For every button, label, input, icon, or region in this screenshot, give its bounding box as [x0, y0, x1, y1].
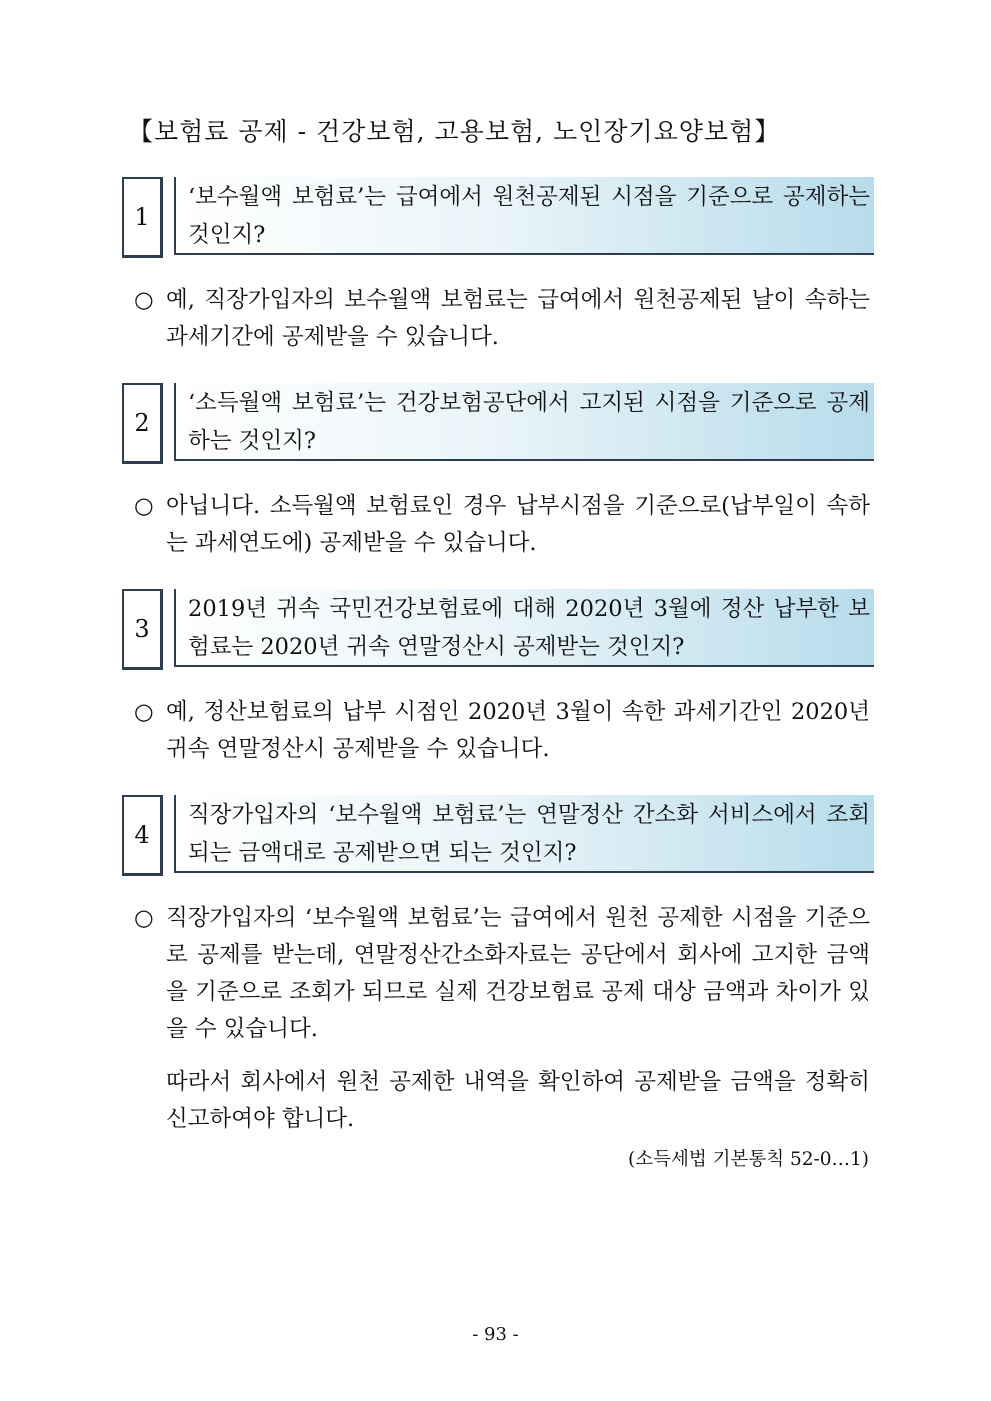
question-box	[174, 589, 874, 667]
section-title: 【보험료 공제 - 건강보험, 고용보험, 노인장기요양보험】	[128, 117, 781, 146]
question-text: 직장가입자의 ‘보수월액 보험료’는 연말정산 간소화 서비스에서 조회되는 금액대로 공제받으면 되는 것인지?	[188, 802, 870, 866]
answer-text: 예, 직장가입자의 보수월액 보험료는 급여에서 원천공제된 날이 속하는 과세기간에 공제받을 수 있습니다.	[166, 287, 870, 350]
question-block-1	[122, 177, 874, 257]
bullet-circle: ○	[134, 905, 154, 931]
question-number: 3	[122, 589, 163, 670]
question-text: ‘소득월액 보험료’는 건강보험공단에서 고지된 시점을 기준으로 공제하는 것인지?	[188, 390, 870, 454]
answer-text: 아닙니다. 소득월액 보험료인 경우 납부시점을 기준으로(납부일이 속하는 과세연도에) 공제받을 수 있습니다.	[166, 493, 870, 556]
page-number: - 93 -	[472, 1324, 519, 1345]
reference-citation: (소득세법 기본통칙 52-0…1)	[628, 1149, 869, 1170]
question-box	[174, 795, 874, 873]
question-number: 1	[122, 177, 163, 258]
question-box	[174, 383, 874, 461]
answer-3	[134, 694, 870, 768]
question-block-3	[122, 589, 874, 669]
answer-4-followup: 따라서 회사에서 원천 공제한 내역을 확인하여 공제받을 금액을 정확히 신고하여야 합니다.	[166, 1069, 870, 1132]
bullet-circle: ○	[134, 287, 154, 313]
question-block-4	[122, 795, 874, 875]
question-text: ‘보수월액 보험료’는 급여에서 원천공제된 시점을 기준으로 공제하는 것인지?	[188, 184, 870, 248]
question-text: 2019년 귀속 국민건강보험료에 대해 2020년 3월에 정산 납부한 보험료는 2020년 귀속 연말정산시 공제받는 것인지?	[188, 596, 870, 660]
answer-text: 직장가입자의 ‘보수월액 보험료’는 급여에서 원천 공제한 시점을 기준으로 공제를 받는데, 연말정산간소화자료는 공단에서 회사에 고지한 금액을 기준으로 조회가 되므로 실제 건강보험료 공제 대상 금액과 차이가 있을 수 있습니다.	[166, 905, 870, 1042]
answer-2	[134, 488, 870, 562]
bullet-circle: ○	[134, 493, 154, 519]
question-number: 2	[122, 383, 163, 464]
answer-1	[134, 282, 870, 356]
question-block-2	[122, 383, 874, 463]
question-number: 4	[122, 795, 163, 876]
bullet-circle: ○	[134, 699, 154, 725]
question-box	[174, 177, 874, 255]
answer-4	[134, 900, 870, 1048]
answer-text: 예, 정산보험료의 납부 시점인 2020년 3월이 속한 과세기간인 2020년 귀속 연말정산시 공제받을 수 있습니다.	[166, 699, 870, 762]
